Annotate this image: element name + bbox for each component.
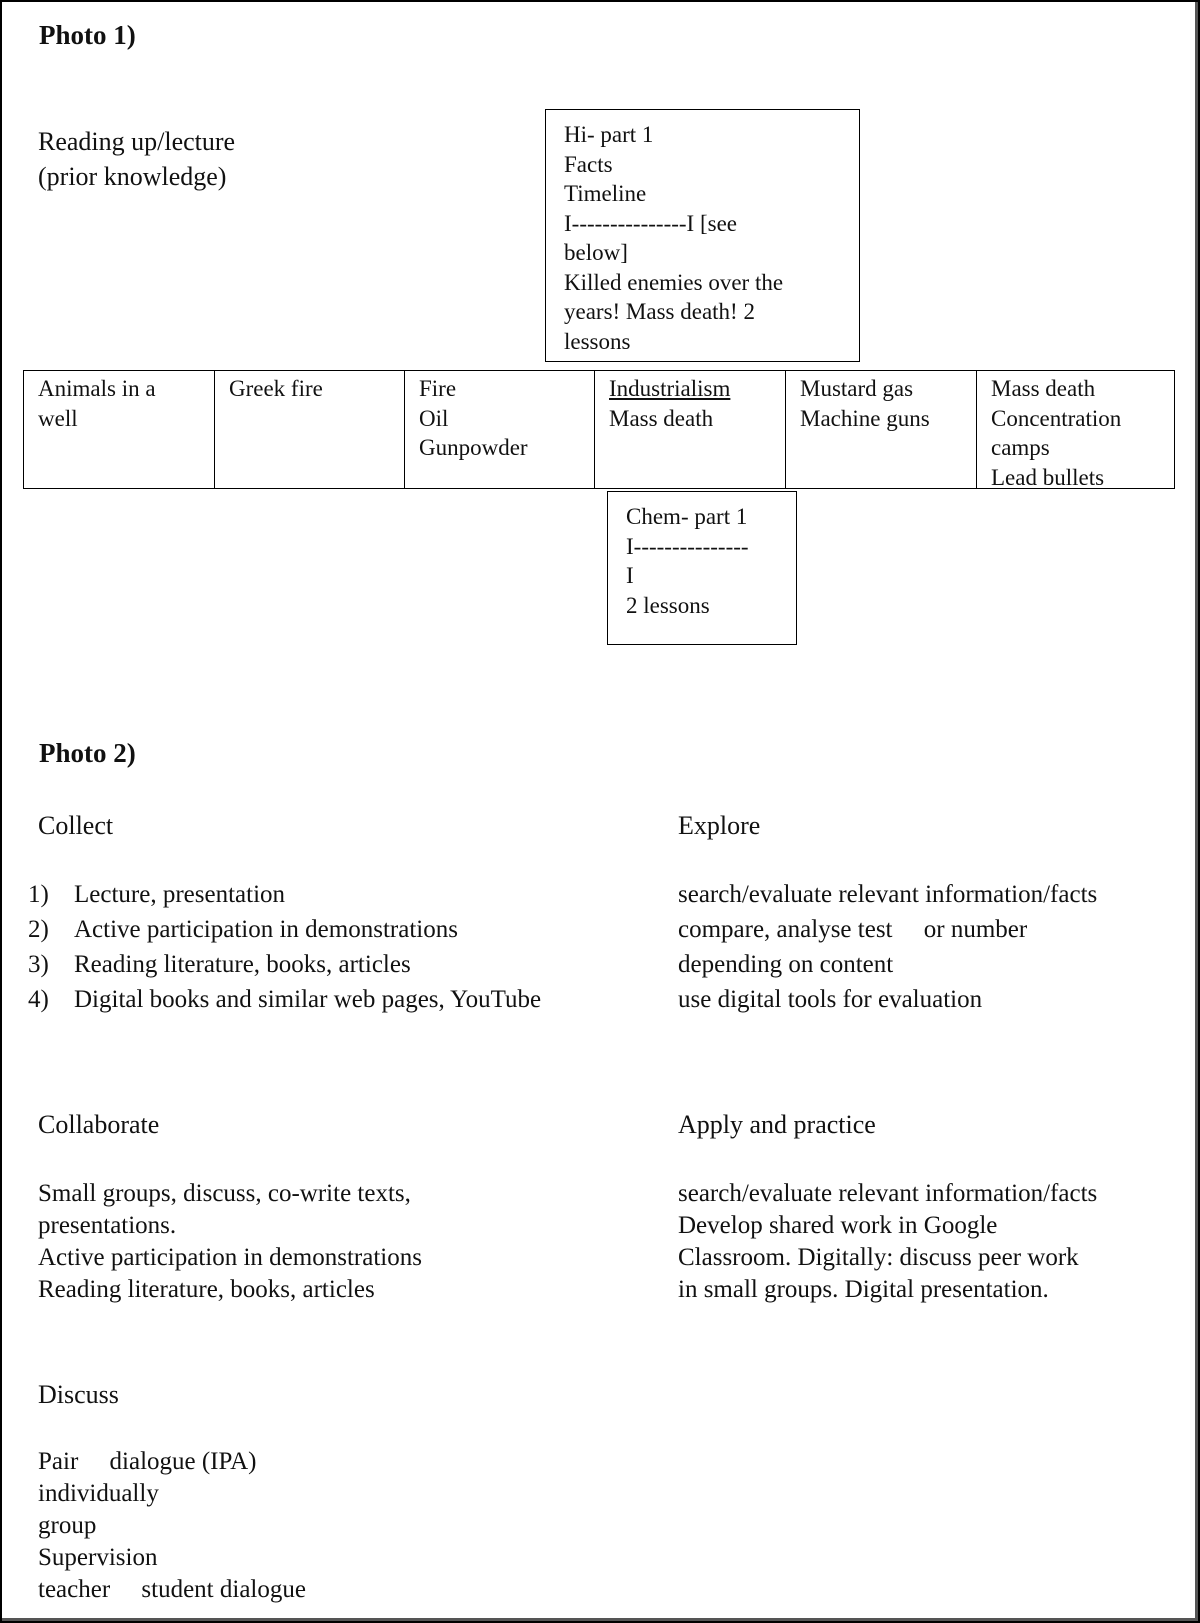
cell-text: Lead bullets	[991, 464, 1105, 490]
apply-line-3: Classroom. Digitally: discuss peer work	[678, 1244, 1079, 1271]
hi-line-1: Hi- part 1	[564, 122, 654, 147]
chem-line-1: Chem- part 1	[626, 504, 748, 529]
explore-line-1: search/evaluate relevant information/facts	[678, 881, 1098, 908]
cell-text: Fire	[419, 376, 457, 401]
timeline-cell	[214, 371, 404, 488]
discuss-title: Discuss	[38, 1380, 119, 1409]
cell-text: Mass death	[609, 405, 714, 431]
item-text: Lecture, presentation	[74, 881, 286, 908]
photo2-heading: Photo 2)	[39, 738, 136, 768]
item-text: Digital books and similar web pages, YouTube	[74, 986, 542, 1013]
history-box	[545, 109, 860, 362]
cell-text: Industrialism	[609, 376, 731, 401]
collaborate-title: Collaborate	[38, 1110, 160, 1139]
chem-line-4: 2 lessons	[626, 592, 710, 618]
collect-title: Collect	[38, 811, 114, 840]
prior-line-2: (prior knowledge)	[38, 162, 227, 191]
item-text: Reading literature, books, articles	[74, 951, 411, 978]
timeline-cell	[594, 371, 785, 488]
timeline-cell	[404, 371, 594, 488]
hi-line-3: Timeline	[564, 181, 647, 206]
collect-list	[28, 877, 628, 1017]
collaborate-line-4: Reading literature, books, articles	[38, 1276, 375, 1303]
item-number: 4)	[28, 986, 49, 1013]
collaborate-line-3: Active participation in demonstrations	[38, 1244, 422, 1271]
explore-text	[678, 877, 1097, 1017]
discuss-line-2: individually	[38, 1480, 159, 1507]
item-number: 1)	[28, 881, 49, 908]
hi-line-5: below]	[564, 240, 628, 265]
cell-text: Mustard gas	[800, 376, 914, 401]
list-item	[28, 877, 628, 912]
cell-text: Greek fire	[229, 376, 323, 401]
chem-line-2: I---------------	[626, 533, 749, 559]
cell-text: Mass death	[991, 376, 1096, 401]
collaborate-text	[38, 1178, 422, 1306]
explore-title: Explore	[678, 811, 761, 840]
collaborate-line-2: presentations.	[38, 1212, 177, 1239]
apply-text	[678, 1178, 1097, 1306]
cell-text: Gunpowder	[419, 435, 528, 460]
chem-line-3: I	[626, 563, 634, 588]
discuss-line-5: teacher student dialogue	[38, 1576, 306, 1603]
chemistry-box	[607, 491, 797, 645]
explore-line-3: depending on content	[678, 951, 894, 978]
cell-text: Concentration	[991, 405, 1122, 431]
hi-line-8: lessons	[564, 328, 631, 354]
discuss-line-4: Supervision	[38, 1544, 158, 1571]
hi-line-6: Killed enemies over the	[564, 269, 784, 295]
hi-line-4: I---------------I [see	[564, 210, 737, 236]
discuss-line-1: Pair dialogue (IPA)	[38, 1448, 257, 1475]
item-number: 3)	[28, 951, 49, 978]
apply-title: Apply and practice	[678, 1110, 876, 1139]
timeline-table	[23, 370, 1175, 489]
apply-line-1: search/evaluate relevant information/facts	[678, 1180, 1098, 1207]
collaborate-line-1: Small groups, discuss, co-write texts,	[38, 1180, 411, 1207]
hi-line-7: years! Mass death! 2	[564, 299, 755, 324]
cell-text: Oil	[419, 405, 449, 431]
apply-line-2: Develop shared work in Google	[678, 1212, 998, 1239]
list-item	[28, 982, 628, 1017]
cell-text: Animals in a	[38, 376, 156, 401]
timeline-cell	[23, 371, 214, 488]
explore-line-2: compare, analyse test or number	[678, 916, 1028, 943]
discuss-line-3: group	[38, 1512, 97, 1539]
cell-text: camps	[991, 435, 1050, 460]
cell-text: well	[38, 405, 78, 431]
item-text: Active participation in demonstrations	[74, 916, 458, 943]
list-item	[28, 912, 628, 947]
item-number: 2)	[28, 916, 49, 943]
discuss-text	[38, 1446, 306, 1606]
cell-text: Machine guns	[800, 405, 930, 431]
explore-line-4: use digital tools for evaluation	[678, 986, 983, 1013]
prior-knowledge-text	[38, 124, 235, 194]
timeline-cell	[785, 371, 976, 488]
photo1-heading: Photo 1)	[39, 20, 136, 50]
list-item	[28, 947, 628, 982]
apply-line-4: in small groups. Digital presentation.	[678, 1276, 1049, 1303]
timeline-cell	[976, 371, 1175, 488]
hi-line-2: Facts	[564, 151, 613, 177]
prior-line-1: Reading up/lecture	[38, 127, 236, 156]
